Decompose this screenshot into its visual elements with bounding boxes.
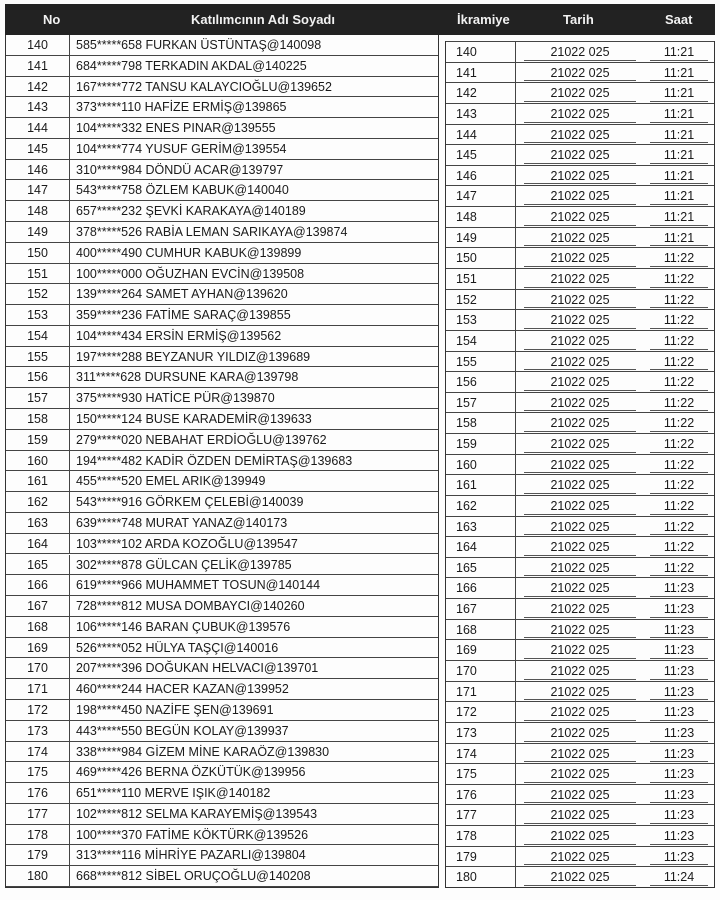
tarih-cell: 21022 025 <box>516 744 644 764</box>
prize-row <box>446 227 714 248</box>
row-number: 178 <box>6 825 70 845</box>
tarih-cell: 21022 025 <box>516 578 644 598</box>
prize-row <box>446 124 714 145</box>
participant-name: 103*****102 ARDA KOZOĞLU@139547 <box>76 536 298 551</box>
participant-name: 139*****264 SAMET AYHAN@139620 <box>76 287 288 302</box>
row-number: 140 <box>6 35 70 55</box>
row-number: 156 <box>6 367 70 387</box>
ikramiye-cell: 168 <box>446 620 516 640</box>
tarih-cell: 21022 025 <box>516 186 644 206</box>
row-number: 162 <box>6 492 70 512</box>
row-number: 147 <box>6 180 70 200</box>
table-row <box>6 492 438 513</box>
row-number: 168 <box>6 617 70 637</box>
saat-cell: 11:22 <box>644 372 714 392</box>
participant-name: 651*****110 MERVE IŞIK@140182 <box>76 786 271 801</box>
tarih-cell: 21022 025 <box>516 805 644 825</box>
ikramiye-cell: 170 <box>446 661 516 681</box>
row-number: 153 <box>6 305 70 325</box>
saat-cell: 11:21 <box>644 104 714 124</box>
table-row <box>6 180 438 201</box>
table-row <box>6 305 438 326</box>
prize-row <box>446 701 714 722</box>
table-row <box>6 77 438 98</box>
ikramiye-cell: 148 <box>446 207 516 227</box>
ikramiye-cell: 166 <box>446 578 516 598</box>
ikramiye-cell: 172 <box>446 702 516 722</box>
tarih-cell: 21022 025 <box>516 166 644 186</box>
tarih-cell: 21022 025 <box>516 310 644 330</box>
prize-row <box>446 62 714 83</box>
participant-name: 543*****758 ÖZLEM KABUK@140040 <box>76 183 289 198</box>
saat-cell: 11:23 <box>644 702 714 722</box>
participant-name: 167*****772 TANSU KALAYCIOĞLU@139652 <box>76 79 332 94</box>
table-row <box>6 804 438 825</box>
participant-name: 310*****984 DÖNDÜ ACAR@139797 <box>76 162 284 177</box>
saat-cell: 11:22 <box>644 331 714 351</box>
ikramiye-cell: 161 <box>446 475 516 495</box>
prize-list <box>445 41 715 888</box>
prize-row <box>446 82 714 103</box>
ikramiye-cell: 180 <box>446 867 516 887</box>
row-number: 154 <box>6 326 70 346</box>
prize-row <box>446 495 714 516</box>
ikramiye-cell: 175 <box>446 764 516 784</box>
table-row <box>6 617 438 638</box>
ikramiye-cell: 155 <box>446 352 516 372</box>
table-row <box>6 430 438 451</box>
tarih-cell: 21022 025 <box>516 785 644 805</box>
participant-name: 639*****748 MURAT YANAZ@140173 <box>76 515 288 530</box>
tarih-cell: 21022 025 <box>516 661 644 681</box>
participant-name: 359*****236 FATİME SARAÇ@139855 <box>76 308 291 323</box>
participant-name: 106*****146 BARAN ÇUBUK@139576 <box>76 619 291 634</box>
table-row <box>6 471 438 492</box>
saat-cell: 11:22 <box>644 269 714 289</box>
row-number: 166 <box>6 575 70 595</box>
tarih-cell: 21022 025 <box>516 517 644 537</box>
table-row <box>6 284 438 305</box>
saat-cell: 11:22 <box>644 537 714 557</box>
row-number: 151 <box>6 264 70 284</box>
table-row <box>6 264 438 285</box>
prize-row <box>446 330 714 351</box>
table-row <box>6 326 438 347</box>
ikramiye-cell: 150 <box>446 248 516 268</box>
saat-cell: 11:21 <box>644 186 714 206</box>
table-row <box>6 596 438 617</box>
header-saat: Saat <box>665 12 693 27</box>
tarih-cell: 21022 025 <box>516 83 644 103</box>
prize-row <box>446 289 714 310</box>
row-number: 175 <box>6 762 70 782</box>
ikramiye-cell: 157 <box>446 393 516 413</box>
prize-row <box>446 598 714 619</box>
tarih-cell: 21022 025 <box>516 475 644 495</box>
tarih-cell: 21022 025 <box>516 63 644 83</box>
ikramiye-cell: 143 <box>446 104 516 124</box>
saat-cell: 11:22 <box>644 310 714 330</box>
ikramiye-cell: 154 <box>446 331 516 351</box>
participant-name: 684*****798 TERKADIN AKDAL@140225 <box>76 58 307 73</box>
row-number: 150 <box>6 243 70 263</box>
tarih-cell: 21022 025 <box>516 826 644 846</box>
tarih-cell: 21022 025 <box>516 537 644 557</box>
tarih-cell: 21022 025 <box>516 558 644 578</box>
saat-cell: 11:23 <box>644 826 714 846</box>
table-row <box>6 762 438 783</box>
saat-cell: 11:21 <box>644 83 714 103</box>
tarih-cell: 21022 025 <box>516 682 644 702</box>
participant-name: 443*****550 BEGÜN KOLAY@139937 <box>76 723 289 738</box>
saat-cell: 11:22 <box>644 496 714 516</box>
ikramiye-cell: 176 <box>446 785 516 805</box>
tarih-cell: 21022 025 <box>516 702 644 722</box>
prize-row <box>446 103 714 124</box>
prize-row <box>446 825 714 846</box>
row-number: 174 <box>6 742 70 762</box>
ikramiye-cell: 162 <box>446 496 516 516</box>
row-number: 145 <box>6 139 70 159</box>
participant-name: 378*****526 RABİA LEMAN SARIKAYA@139874 <box>76 225 348 240</box>
row-number: 142 <box>6 77 70 97</box>
tarih-cell: 21022 025 <box>516 372 644 392</box>
saat-cell: 11:22 <box>644 352 714 372</box>
ikramiye-cell: 174 <box>446 744 516 764</box>
participant-name: 469*****426 BERNA ÖZKÜTÜK@139956 <box>76 765 306 780</box>
prize-row <box>446 309 714 330</box>
row-number: 163 <box>6 513 70 533</box>
saat-cell: 11:23 <box>644 578 714 598</box>
prize-row <box>446 144 714 165</box>
participant-name: 197*****288 BEYZANUR YILDIZ@139689 <box>76 349 311 364</box>
participant-name: 198*****450 NAZİFE ŞEN@139691 <box>76 702 274 717</box>
tarih-cell: 21022 025 <box>516 434 644 454</box>
prize-row <box>446 392 714 413</box>
saat-cell: 11:23 <box>644 785 714 805</box>
row-number: 161 <box>6 471 70 491</box>
participant-name: 302*****878 GÜLCAN ÇELİK@139785 <box>76 557 292 572</box>
tarih-cell: 21022 025 <box>516 331 644 351</box>
header-tarih: Tarih <box>563 12 594 27</box>
ikramiye-cell: 163 <box>446 517 516 537</box>
table-header <box>5 4 715 35</box>
saat-cell: 11:23 <box>644 764 714 784</box>
row-number: 176 <box>6 783 70 803</box>
tarih-cell: 21022 025 <box>516 125 644 145</box>
table-row <box>6 56 438 77</box>
row-number: 158 <box>6 409 70 429</box>
participant-name: 400*****490 CUMHUR KABUK@139899 <box>76 245 302 260</box>
ikramiye-cell: 145 <box>446 145 516 165</box>
row-number: 141 <box>6 56 70 76</box>
tarih-cell: 21022 025 <box>516 42 644 62</box>
participant-name: 338*****984 GİZEM MİNE KARAÖZ@139830 <box>76 744 330 759</box>
tarih-cell: 21022 025 <box>516 393 644 413</box>
ikramiye-cell: 147 <box>446 186 516 206</box>
prize-row <box>446 268 714 289</box>
saat-cell: 11:21 <box>644 63 714 83</box>
saat-cell: 11:22 <box>644 248 714 268</box>
tarih-cell: 21022 025 <box>516 248 644 268</box>
row-number: 171 <box>6 679 70 699</box>
saat-cell: 11:22 <box>644 517 714 537</box>
saat-cell: 11:22 <box>644 434 714 454</box>
row-number: 179 <box>6 845 70 865</box>
row-number: 167 <box>6 596 70 616</box>
prize-row <box>446 41 714 62</box>
participant-name: 313*****116 MİHRİYE PAZARLI@139804 <box>76 848 306 863</box>
saat-cell: 11:23 <box>644 620 714 640</box>
tarih-cell: 21022 025 <box>516 269 644 289</box>
ikramiye-cell: 153 <box>446 310 516 330</box>
ikramiye-cell: 177 <box>446 805 516 825</box>
ikramiye-cell: 142 <box>446 83 516 103</box>
table-row <box>6 513 438 534</box>
saat-cell: 11:22 <box>644 475 714 495</box>
table-row <box>6 347 438 368</box>
tarih-cell: 21022 025 <box>516 640 644 660</box>
saat-cell: 11:23 <box>644 599 714 619</box>
tarih-cell: 21022 025 <box>516 352 644 372</box>
prize-row <box>446 660 714 681</box>
tarih-cell: 21022 025 <box>516 496 644 516</box>
row-number: 143 <box>6 97 70 117</box>
participant-name: 100*****000 OĞUZHAN EVCİN@139508 <box>76 266 305 281</box>
row-number: 146 <box>6 160 70 180</box>
saat-cell: 11:22 <box>644 558 714 578</box>
saat-cell: 11:23 <box>644 682 714 702</box>
saat-cell: 11:21 <box>644 228 714 248</box>
row-number: 148 <box>6 201 70 221</box>
participant-name: 619*****966 MUHAMMET TOSUN@140144 <box>76 578 321 593</box>
table-row <box>6 742 438 763</box>
ikramiye-cell: 152 <box>446 290 516 310</box>
header-participant-name: Katılımcının Adı Soyadı <box>191 12 335 27</box>
prize-row <box>446 351 714 372</box>
ikramiye-cell: 151 <box>446 269 516 289</box>
row-number: 173 <box>6 721 70 741</box>
tarih-cell: 21022 025 <box>516 145 644 165</box>
row-number: 169 <box>6 638 70 658</box>
participant-name: 543*****916 GÖRKEM ÇELEBİ@140039 <box>76 495 304 510</box>
prize-row <box>446 619 714 640</box>
saat-cell: 11:23 <box>644 661 714 681</box>
ikramiye-cell: 158 <box>446 413 516 433</box>
tarih-cell: 21022 025 <box>516 847 644 867</box>
table-row <box>6 845 438 866</box>
table-row <box>6 97 438 118</box>
table-row <box>6 575 438 596</box>
ikramiye-cell: 160 <box>446 455 516 475</box>
row-number: 152 <box>6 284 70 304</box>
table-row <box>6 388 438 409</box>
participant-name: 150*****124 BUSE KARADEMİR@139633 <box>76 412 312 427</box>
table-row <box>6 721 438 742</box>
table-row <box>6 866 438 887</box>
participant-name: 373*****110 HAFİZE ERMİŞ@139865 <box>76 100 287 115</box>
prize-row <box>446 371 714 392</box>
table-row <box>6 783 438 804</box>
table-row <box>6 139 438 160</box>
table-row <box>6 222 438 243</box>
table-row <box>6 243 438 264</box>
ikramiye-cell: 159 <box>446 434 516 454</box>
saat-cell: 11:22 <box>644 455 714 475</box>
participant-name: 207*****396 DOĞUKAN HELVACI@139701 <box>76 661 319 676</box>
prize-row <box>446 722 714 743</box>
prize-row <box>446 516 714 537</box>
prize-row <box>446 536 714 557</box>
row-number: 144 <box>6 118 70 138</box>
prize-row <box>446 185 714 206</box>
results-table <box>5 35 715 887</box>
tarih-cell: 21022 025 <box>516 723 644 743</box>
row-number: 159 <box>6 430 70 450</box>
table-row <box>6 201 438 222</box>
saat-cell: 11:22 <box>644 393 714 413</box>
participant-name: 526*****052 HÜLYA TAŞÇI@140016 <box>76 640 279 655</box>
prize-row <box>446 743 714 764</box>
participant-list <box>5 35 439 888</box>
table-row <box>6 35 438 56</box>
participant-name: 375*****930 HATİCE PÜR@139870 <box>76 391 275 406</box>
tarih-cell: 21022 025 <box>516 764 644 784</box>
participant-name: 194*****482 KADİR ÖZDEN DEMİRTAŞ@139683 <box>76 453 353 468</box>
ikramiye-cell: 141 <box>446 63 516 83</box>
saat-cell: 11:23 <box>644 640 714 660</box>
ikramiye-cell: 164 <box>446 537 516 557</box>
participant-name: 279*****020 NEBAHAT ERDİOĞLU@139762 <box>76 432 327 447</box>
saat-cell: 11:21 <box>644 166 714 186</box>
ikramiye-cell: 179 <box>446 847 516 867</box>
ikramiye-cell: 173 <box>446 723 516 743</box>
participant-name: 104*****332 ENES PINAR@139555 <box>76 121 276 136</box>
prize-row <box>446 454 714 475</box>
prize-row <box>446 412 714 433</box>
ikramiye-cell: 149 <box>446 228 516 248</box>
participant-name: 100*****370 FATİME KÖKTÜRK@139526 <box>76 827 309 842</box>
prize-row <box>446 681 714 702</box>
participant-name: 311*****628 DURSUNE KARA@139798 <box>76 370 299 385</box>
participant-name: 455*****520 EMEL ARIK@139949 <box>76 474 266 489</box>
tarih-cell: 21022 025 <box>516 620 644 640</box>
row-number: 149 <box>6 222 70 242</box>
saat-cell: 11:21 <box>644 42 714 62</box>
table-row <box>6 451 438 472</box>
ikramiye-cell: 146 <box>446 166 516 186</box>
table-row <box>6 679 438 700</box>
table-row <box>6 825 438 846</box>
header-ikramiye: İkramiye <box>457 12 510 27</box>
participant-name: 657*****232 ŞEVKİ KARAKAYA@140189 <box>76 204 306 219</box>
participant-name: 104*****774 YUSUF GERİM@139554 <box>76 141 287 156</box>
prize-row <box>446 474 714 495</box>
prize-row <box>446 866 714 887</box>
saat-cell: 11:21 <box>644 207 714 227</box>
participant-name: 104*****434 ERSİN ERMİŞ@139562 <box>76 328 282 343</box>
prize-row <box>446 577 714 598</box>
prize-row <box>446 165 714 186</box>
ikramiye-cell: 178 <box>446 826 516 846</box>
tarih-cell: 21022 025 <box>516 867 644 887</box>
participant-name: 102*****812 SELMA KARAYEMİŞ@139543 <box>76 806 318 821</box>
ikramiye-cell: 167 <box>446 599 516 619</box>
row-number: 160 <box>6 451 70 471</box>
table-row <box>6 638 438 659</box>
ikramiye-cell: 171 <box>446 682 516 702</box>
table-row <box>6 700 438 721</box>
row-number: 172 <box>6 700 70 720</box>
header-no: No <box>43 12 61 27</box>
participant-name: 585*****658 FURKAN ÜSTÜNTAŞ@140098 <box>76 38 322 52</box>
participant-name: 460*****244 HACER KAZAN@139952 <box>76 682 289 697</box>
ikramiye-cell: 140 <box>446 42 516 62</box>
saat-cell: 11:23 <box>644 805 714 825</box>
prize-row <box>446 557 714 578</box>
saat-cell: 11:24 <box>644 867 714 887</box>
prize-row <box>446 206 714 227</box>
tarih-cell: 21022 025 <box>516 413 644 433</box>
table-row <box>6 534 438 555</box>
row-number: 165 <box>6 555 70 575</box>
row-number: 180 <box>6 866 70 886</box>
ikramiye-cell: 144 <box>446 125 516 145</box>
ikramiye-cell: 169 <box>446 640 516 660</box>
saat-cell: 11:23 <box>644 744 714 764</box>
table-row <box>6 118 438 139</box>
prize-row <box>446 639 714 660</box>
prize-row <box>446 804 714 825</box>
row-number: 164 <box>6 534 70 554</box>
row-number: 155 <box>6 347 70 367</box>
table-row <box>6 658 438 679</box>
tarih-cell: 21022 025 <box>516 290 644 310</box>
ikramiye-cell: 165 <box>446 558 516 578</box>
prize-row <box>446 433 714 454</box>
ikramiye-cell: 156 <box>446 372 516 392</box>
table-row <box>6 409 438 430</box>
prize-row <box>446 846 714 867</box>
saat-cell: 11:21 <box>644 145 714 165</box>
saat-cell: 11:22 <box>644 290 714 310</box>
prize-row <box>446 763 714 784</box>
tarih-cell: 21022 025 <box>516 228 644 248</box>
tarih-cell: 21022 025 <box>516 207 644 227</box>
saat-cell: 11:22 <box>644 413 714 433</box>
saat-cell: 11:21 <box>644 125 714 145</box>
prize-row <box>446 247 714 268</box>
saat-cell: 11:23 <box>644 847 714 867</box>
row-number: 170 <box>6 658 70 678</box>
tarih-cell: 21022 025 <box>516 455 644 475</box>
table-row <box>6 367 438 388</box>
participant-name: 728*****812 MUSA DOMBAYCI@140260 <box>76 599 305 614</box>
table-row <box>6 555 438 576</box>
participant-name: 668*****812 SİBEL ORUÇOĞLU@140208 <box>76 869 311 884</box>
saat-cell: 11:23 <box>644 723 714 743</box>
tarih-cell: 21022 025 <box>516 104 644 124</box>
tarih-cell: 21022 025 <box>516 599 644 619</box>
table-row <box>6 160 438 181</box>
prize-row <box>446 784 714 805</box>
row-number: 177 <box>6 804 70 824</box>
row-number: 157 <box>6 388 70 408</box>
